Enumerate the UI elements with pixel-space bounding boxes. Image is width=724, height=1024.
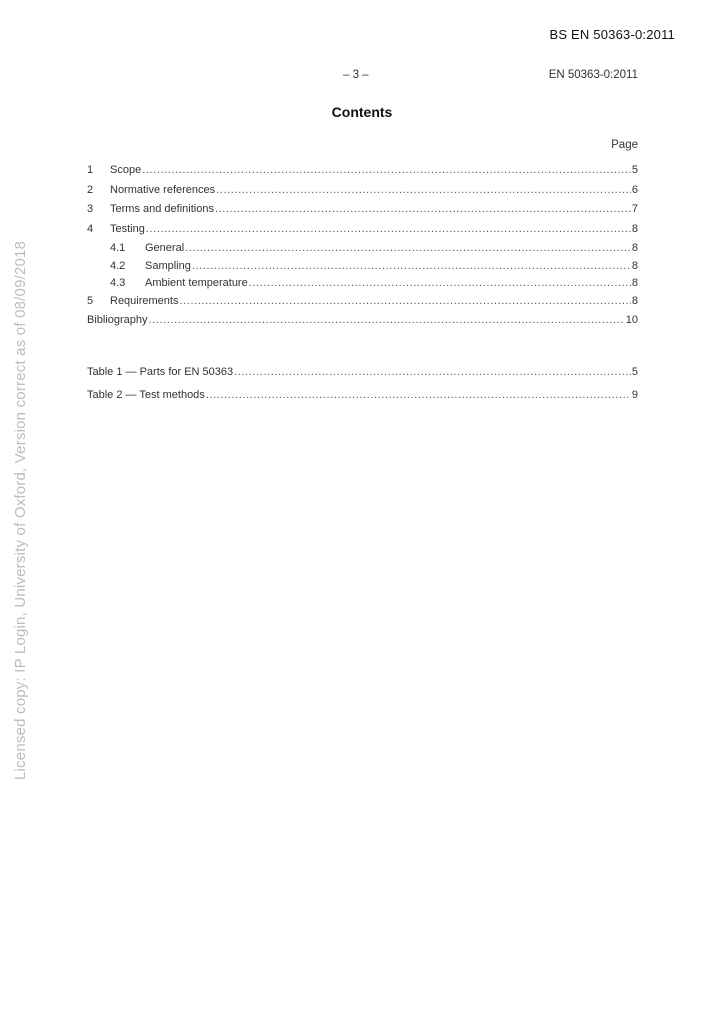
dot-leader [216, 184, 631, 196]
dot-leader [206, 389, 631, 401]
dot-leader [146, 223, 631, 235]
license-watermark: Licensed copy: IP Login, University of Oxford, Version correct as of 08/09/2018 [12, 240, 29, 780]
toc-entry-number: 4.1 [110, 242, 126, 254]
dot-leader [234, 366, 631, 378]
toc-entry-scope[interactable] [87, 164, 638, 184]
toc-entry-number: 4.2 [110, 259, 126, 272]
table-entry-page: 9 [631, 388, 638, 401]
toc-entry-normative-references[interactable] [87, 184, 638, 204]
dot-leader [215, 203, 631, 215]
toc-entry-number: 3 [87, 203, 94, 215]
dot-leader [179, 295, 630, 307]
toc-entry-number: 4 [87, 222, 94, 235]
list-of-tables [87, 366, 638, 411]
dot-leader [249, 277, 631, 289]
table-entry-page: 5 [631, 366, 638, 378]
toc-entry-page: 7 [631, 203, 638, 215]
standard-id-header: BS EN 50363-0:2011 [549, 27, 675, 42]
toc-entry-number: 1 [87, 164, 94, 176]
toc-entry-bibliography[interactable] [87, 314, 638, 334]
toc-entry-title: Normative references [110, 183, 216, 196]
toc-entry-title: Bibliography [87, 314, 148, 326]
table-entry-title: Table 2 — Test methods [87, 388, 205, 401]
toc-entry-page: 8 [631, 222, 638, 235]
toc-entry-page: 8 [631, 277, 638, 289]
toc-entry-terms-and-definitions[interactable] [87, 203, 638, 223]
dot-leader [185, 242, 631, 254]
toc-entry-general[interactable] [87, 242, 638, 260]
toc-entry-title: General [145, 242, 185, 254]
en-reference-header: EN 50363-0:2011 [548, 69, 638, 81]
toc-entry-title: Ambient temperature [145, 277, 248, 289]
toc-entry-page: 5 [631, 164, 638, 176]
toc-entry-title: Terms and definitions [110, 203, 214, 215]
toc-entry-number: 4.3 [110, 277, 126, 289]
toc-entry-number: 5 [87, 294, 94, 307]
toc-entry-title: Requirements [110, 294, 179, 307]
toc-entry-page: 6 [631, 183, 638, 196]
toc-entry-page: 10 [625, 314, 638, 326]
contents-title: Contents [331, 104, 393, 120]
toc-entry-title: Testing [110, 222, 145, 235]
toc-entry-ambient-temperature[interactable] [87, 277, 638, 295]
table-entry-1[interactable] [87, 366, 638, 389]
toc-entry-sampling[interactable] [87, 260, 638, 278]
dot-leader [192, 260, 631, 272]
dot-leader [142, 164, 631, 176]
toc-entry-testing[interactable] [87, 223, 638, 243]
toc-entry-number: 2 [87, 183, 94, 196]
toc-entry-title: Scope [110, 164, 142, 176]
table-entry-2[interactable] [87, 389, 638, 412]
dot-leader [149, 314, 625, 326]
table-entry-title: Table 1 — Parts for EN 50363 [87, 366, 234, 378]
toc-entry-page: 8 [631, 259, 638, 272]
page-number: – 3 – [343, 69, 369, 81]
toc-entry-page: 8 [631, 294, 638, 307]
toc-entry-requirements[interactable] [87, 295, 638, 315]
toc-entry-page: 8 [631, 242, 638, 254]
toc-entry-title: Sampling [145, 259, 191, 272]
page-column-label: Page [611, 139, 638, 151]
table-of-contents [87, 164, 638, 334]
